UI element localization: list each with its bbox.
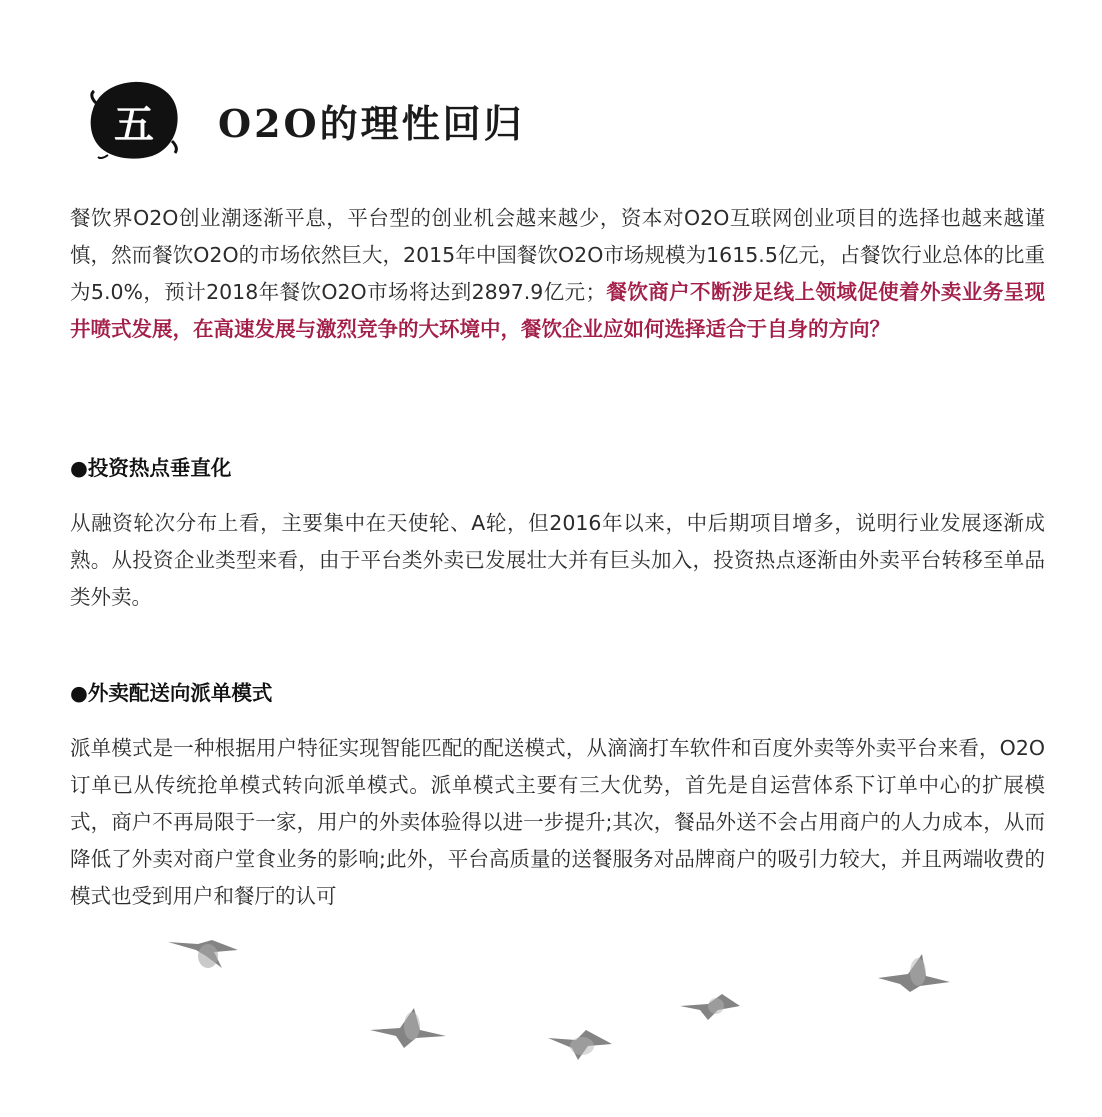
ink-badge [88, 79, 180, 161]
badge-number: 五 [114, 100, 154, 148]
page-title: O2O的理性回归 [218, 100, 525, 146]
section-heading-delivery: ●外卖配送向派单模式 [70, 681, 273, 705]
section-body-delivery: 派单模式是一种根据用户特征实现智能匹配的配送模式，从滴滴打车软件和百度外卖等外卖平台来看，O2O订单已从传统抢单模式转向派单模式。派单模式主要有三大优势，首先是自运营体系下订单中心的扩展模式，商户不再局限于一家，用户的外卖体验得以进一步提升;其次，餐品外送不会占用商户的人力成本，从而降低了外卖对商户堂食业务的影响;此外，平台高质量的送餐服务对品牌商户的吸引力较大，并且两端收费的模式也受到用户和餐厅的认可 [70, 736, 1045, 908]
section-body-investment: 从融资轮次分布上看，主要集中在天使轮、A轮，但2016年以来，中后期项目增多，说明行业发展逐渐成熟。从投资企业类型来看，由于平台类外卖已发展壮大并有巨头加入，投资热点逐渐由外卖平台转移至单品类外卖。 [70, 511, 1045, 609]
intro-paragraph [70, 200, 1045, 348]
intro-text: 餐饮界O2O创业潮逐渐平息，平台型的创业机会越来越少，资本对O2O互联网创业项目的选择也越来越谨慎，然而餐饮O2O的市场依然巨大，2015年中国餐饮O2O市场规模为1615.5亿元，占餐饮行业总体的比重为5.0%，预计2018年餐饮O2O市场将达到2897.9亿元； [70, 206, 1045, 304]
flying-cranes-ink-icon [0, 920, 1102, 1117]
section-heading-investment: ●投资热点垂直化 [70, 456, 232, 480]
section-header [88, 78, 525, 162]
intro-highlight: 餐饮商户不断涉足线上领域促使着外卖业务呈现井喷式发展，在高速发展与激烈竞争的大环境中，餐饮企业应如何选择适合于自身的方向？ [70, 280, 1046, 341]
